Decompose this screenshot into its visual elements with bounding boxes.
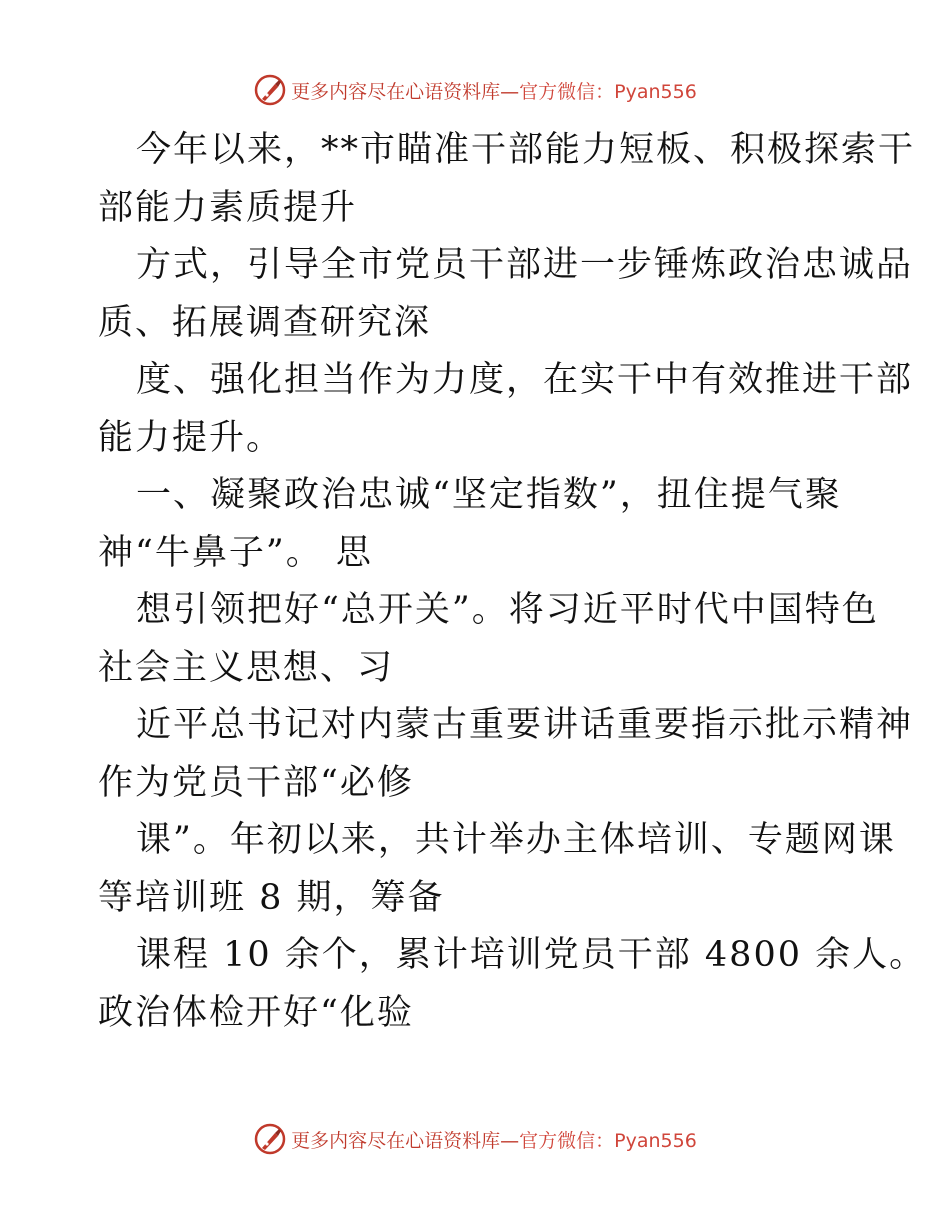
- document-line: 作为党员干部“必修: [98, 762, 414, 803]
- header-site-text: 更多内容尽在心语资料库: [291, 80, 501, 103]
- document-line: 政治体检开好“化验: [98, 992, 414, 1033]
- document-line: 课程 10 余个，累计培训党员干部 4800 余人。: [136, 935, 927, 975]
- fountain-pen-logo-icon: [253, 73, 287, 107]
- document-line: 质、拓展调查研究深: [98, 302, 432, 343]
- footer-watermark-text: [291, 1126, 697, 1153]
- document-line: 度、强化担当作为力度，在实干中有效推进干部: [136, 360, 914, 400]
- document-line: 等培训班 8 期，筹备: [98, 877, 445, 918]
- document-line: 社会主义思想、习: [98, 647, 395, 688]
- section-heading-line: 一、凝聚政治忠诚“坚定指数”，扭住提气聚: [136, 475, 842, 515]
- footer-separator: —: [500, 1129, 520, 1152]
- header-watermark-banner: [0, 70, 950, 110]
- footer-site-text: 更多内容尽在心语资料库: [291, 1129, 501, 1152]
- document-line: 部能力素质提升: [98, 187, 358, 228]
- document-line: 课”。年初以来，共计举办主体培训、专题网课: [136, 820, 896, 860]
- header-watermark-text: [291, 77, 697, 104]
- section-heading-line: 神“牛鼻子”。 思: [98, 532, 373, 573]
- header-separator: —: [500, 80, 520, 103]
- document-line: 方式，引导全市党员干部进一步锤炼政治忠诚品: [136, 245, 914, 285]
- fountain-pen-logo-icon: [253, 1122, 287, 1156]
- document-body: [98, 122, 927, 1042]
- document-line: 能力提升。: [98, 417, 284, 458]
- document-line: 近平总书记对内蒙古重要讲话重要指示批示精神: [136, 705, 914, 745]
- document-line: 想引领把好“总开关”。将习近平时代中国特色: [136, 590, 879, 630]
- footer-wechat-text: 官方微信：Pyan556: [519, 1129, 697, 1152]
- footer-watermark-banner: [0, 1119, 950, 1159]
- header-wechat-text: 官方微信：Pyan556: [519, 80, 697, 103]
- document-line: 今年以来，**市瞄准干部能力短板、积极探索干: [136, 130, 916, 170]
